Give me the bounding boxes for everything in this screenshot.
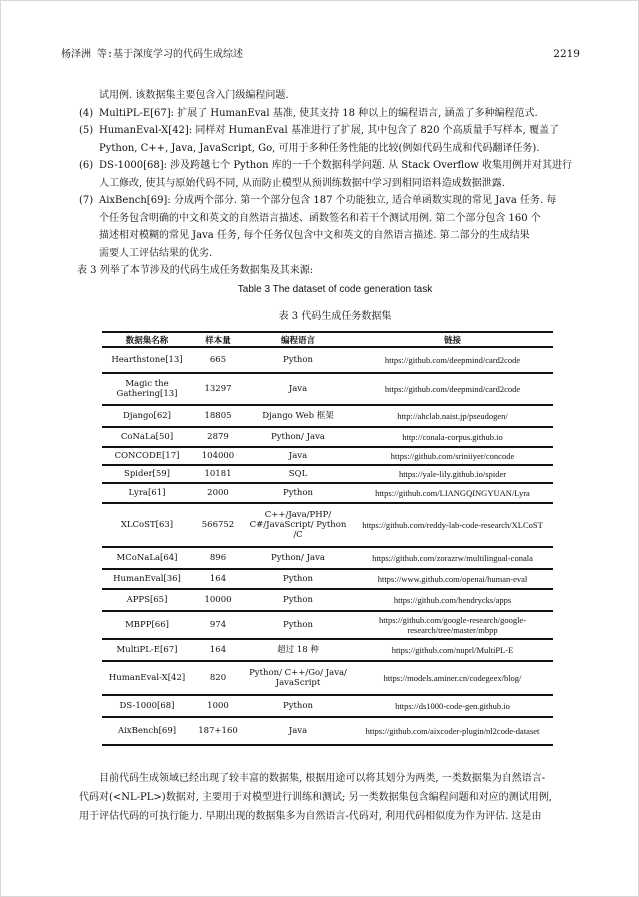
item-number: (7) bbox=[79, 195, 94, 206]
table-caption-zh: 表 3 代码生成任务数据集 bbox=[278, 311, 392, 322]
cell-sample-size: 164 bbox=[192, 639, 244, 661]
running-header bbox=[61, 45, 580, 60]
cell-link[interactable]: https://github.com/hendrycks/apps bbox=[352, 589, 553, 611]
cell-link[interactable]: https://ds1000-code-gen.github.io bbox=[352, 695, 553, 717]
header-authors: 杨泽洲 等:基于深度学习的代码生成综述 bbox=[61, 49, 244, 60]
cell-sample-size: 10000 bbox=[192, 589, 244, 611]
cell-link[interactable]: https://github.com/nuprl/MultiPL-E bbox=[352, 639, 553, 661]
table-row bbox=[102, 465, 553, 483]
cell-sample-size: 566752 bbox=[192, 503, 244, 547]
list-item bbox=[79, 122, 591, 157]
cell-sample-size: 896 bbox=[192, 547, 244, 569]
cell-language: Python bbox=[244, 589, 352, 611]
paragraph-line: 目前代码生成领域已经出现了较丰富的数据集, 根据用途可以将其划分为两类, 一类数据集为自然语言- bbox=[99, 773, 546, 784]
cell-dataset-name: AixBench[69] bbox=[102, 717, 192, 745]
table-row bbox=[102, 569, 553, 589]
dataset-table bbox=[102, 331, 553, 746]
cell-language: Java bbox=[244, 447, 352, 465]
cell-language: Python bbox=[244, 611, 352, 639]
cell-dataset-name: HumanEval[36] bbox=[102, 569, 192, 589]
cell-link[interactable]: https://github.com/deepmind/card2code bbox=[352, 373, 553, 405]
cell-link[interactable]: https://github.com/reddy-lab-code-research/XLCoST bbox=[352, 503, 553, 547]
cell-dataset-name: Django[62] bbox=[102, 405, 192, 427]
item-text: MultiPL-E[67]: 扩展了 HumanEval 基准, 使其支持 18 种以上的编程语言, 涵盖了多种编程范式. bbox=[99, 107, 538, 119]
cell-language: SQL bbox=[244, 465, 352, 483]
item-number: (4) bbox=[79, 107, 94, 119]
cell-link[interactable]: https://models.aminer.cn/codegeex/blog/ bbox=[352, 661, 553, 695]
header-dataset-name: 数据集名称 bbox=[102, 332, 192, 347]
cell-link[interactable]: http://conala-corpus.github.io bbox=[352, 427, 553, 447]
cell-dataset-name: Lyra[61] bbox=[102, 483, 192, 503]
cell-sample-size: 18805 bbox=[192, 405, 244, 427]
cell-dataset-name: CONCODE[17] bbox=[102, 447, 192, 465]
cell-dataset-name: MBPP[66] bbox=[102, 611, 192, 639]
header-link: 链接 bbox=[352, 332, 553, 347]
list-item bbox=[79, 192, 591, 262]
table-row bbox=[102, 661, 553, 695]
cell-language: 超过 18 种 bbox=[244, 639, 352, 661]
list-item bbox=[79, 105, 591, 123]
table-row bbox=[102, 503, 553, 547]
table-intro: 表 3 列举了本节涉及的代码生成任务数据集及其来源: bbox=[77, 265, 314, 276]
cell-link[interactable]: https://github.com/sriniiyer/concode bbox=[352, 447, 553, 465]
paragraph-line: 代码对(<NL-PL>)数据对, 主要用于对模型进行训练和测试; 另一类数据集包含编程问题和对应的测试用例, bbox=[79, 792, 552, 803]
table-row bbox=[102, 427, 553, 447]
table-row bbox=[102, 717, 553, 745]
item-text: AixBench[69]: 分成两个部分. 第一个部分包含 187 个功能独立, 适合单函数实现的常见 Java 任务. 每 个任务包含明确的中文和英文的自然语言描述、函数签名和若干个测试用例. 第二个部分包含 160 个 描述相对模糊的常见 Java 任务, 每个任务仅包含中文和英文的自然语言描述. 第二部分的生成结果 需要人工评估结果的优劣. bbox=[99, 195, 557, 259]
cell-language: Python bbox=[244, 569, 352, 589]
cell-sample-size: 2000 bbox=[192, 483, 244, 503]
cell-dataset-name: MultiPL-E[67] bbox=[102, 639, 192, 661]
cell-dataset-name: Magic the Gathering[13] bbox=[102, 373, 192, 405]
table-row bbox=[102, 589, 553, 611]
table-row bbox=[102, 611, 553, 639]
item-text: DS-1000[68]: 涉及跨越七个 Python 库的一千个数据科学问题. 从 Stack Overflow 收集用例并对其进行 人工修改, 使其与原始代码不同, 从而防止模型从预训练数据中学习到相同语料造成数据泄露. bbox=[99, 160, 572, 189]
table-caption-en: Table 3 The dataset of code generation task bbox=[237, 283, 433, 295]
cell-sample-size: 1000 bbox=[192, 695, 244, 717]
body-text bbox=[79, 87, 591, 326]
header-sample-size: 样本量 bbox=[192, 332, 244, 347]
page-number: 2219 bbox=[553, 48, 580, 60]
cell-dataset-name: APPS[65] bbox=[102, 589, 192, 611]
cell-link[interactable]: https://www.github.com/openai/human-eval bbox=[352, 569, 553, 589]
cell-language: Python/ Java bbox=[244, 427, 352, 447]
cell-language: C++/Java/PHP/ C#/JavaScript/ Python /C bbox=[244, 503, 352, 547]
cell-language: Python bbox=[244, 483, 352, 503]
cell-link[interactable]: https://github.com/aixcoder-plugin/nl2code-dataset bbox=[352, 717, 553, 745]
cell-dataset-name: Hearthstone[13] bbox=[102, 347, 192, 373]
cell-language: Python bbox=[244, 347, 352, 373]
table-row bbox=[102, 639, 553, 661]
table-row bbox=[102, 447, 553, 465]
cell-sample-size: 164 bbox=[192, 569, 244, 589]
cell-language: Django Web 框架 bbox=[244, 405, 352, 427]
cell-link[interactable]: https://github.com/google-research/google-research/tree/master/mbpp bbox=[352, 611, 553, 639]
item-number: (6) bbox=[79, 160, 94, 171]
cell-link[interactable]: https://github.com/deepmind/card2code bbox=[352, 347, 553, 373]
cell-sample-size: 2879 bbox=[192, 427, 244, 447]
table-row bbox=[102, 483, 553, 503]
cell-link[interactable]: https://yale-lily.github.io/spider bbox=[352, 465, 553, 483]
cell-language: Python/ C++/Go/ Java/ JavaScript bbox=[244, 661, 352, 695]
cell-dataset-name: CoNaLa[50] bbox=[102, 427, 192, 447]
cell-language: Python bbox=[244, 695, 352, 717]
cell-language: Java bbox=[244, 717, 352, 745]
table-row bbox=[102, 373, 553, 405]
table-row bbox=[102, 347, 553, 373]
closing-paragraph bbox=[79, 769, 593, 826]
cell-dataset-name: MCoNaLa[64] bbox=[102, 547, 192, 569]
header-language: 编程语言 bbox=[244, 332, 352, 347]
cell-sample-size: 104000 bbox=[192, 447, 244, 465]
cell-link[interactable]: https://github.com/zorazrw/multilingual-conala bbox=[352, 547, 553, 569]
cell-language: Python/ Java bbox=[244, 547, 352, 569]
cell-sample-size: 820 bbox=[192, 661, 244, 695]
cell-sample-size: 187+160 bbox=[192, 717, 244, 745]
cell-sample-size: 665 bbox=[192, 347, 244, 373]
continued-line: 试用例. 该数据集主要包含入门级编程问题. bbox=[99, 90, 289, 101]
cell-sample-size: 13297 bbox=[192, 373, 244, 405]
table-body bbox=[102, 347, 553, 745]
cell-link[interactable]: http://ahclab.naist.jp/pseudogen/ bbox=[352, 405, 553, 427]
cell-sample-size: 974 bbox=[192, 611, 244, 639]
cell-dataset-name: DS-1000[68] bbox=[102, 695, 192, 717]
cell-language: Java bbox=[244, 373, 352, 405]
item-number: (5) bbox=[79, 125, 94, 136]
item-text: HumanEval-X[42]: 同样对 HumanEval 基准进行了扩展, 其中包含了 820 个高质量手写样本, 覆盖了 Python, C++, Java, JavaScript, Go, 可用于多种任务性能的比较(例如代码生成和代码翻译任务). bbox=[99, 125, 560, 154]
table-row bbox=[102, 405, 553, 427]
paragraph-line: 用于评估代码的可执行能力. 早期出现的数据集多为自然语言-代码对, 利用代码相似度为作为评估. 这是由 bbox=[79, 811, 542, 822]
cell-link[interactable]: https://github.com/LIANGQINGYUAN/Lyra bbox=[352, 483, 553, 503]
cell-dataset-name: HumanEval-X[42] bbox=[102, 661, 192, 695]
cell-dataset-name: Spider[59] bbox=[102, 465, 192, 483]
table-header-row bbox=[102, 332, 553, 347]
cell-sample-size: 10181 bbox=[192, 465, 244, 483]
cell-dataset-name: XLCoST[63] bbox=[102, 503, 192, 547]
list-item bbox=[79, 157, 591, 192]
table-row bbox=[102, 547, 553, 569]
table-row bbox=[102, 695, 553, 717]
